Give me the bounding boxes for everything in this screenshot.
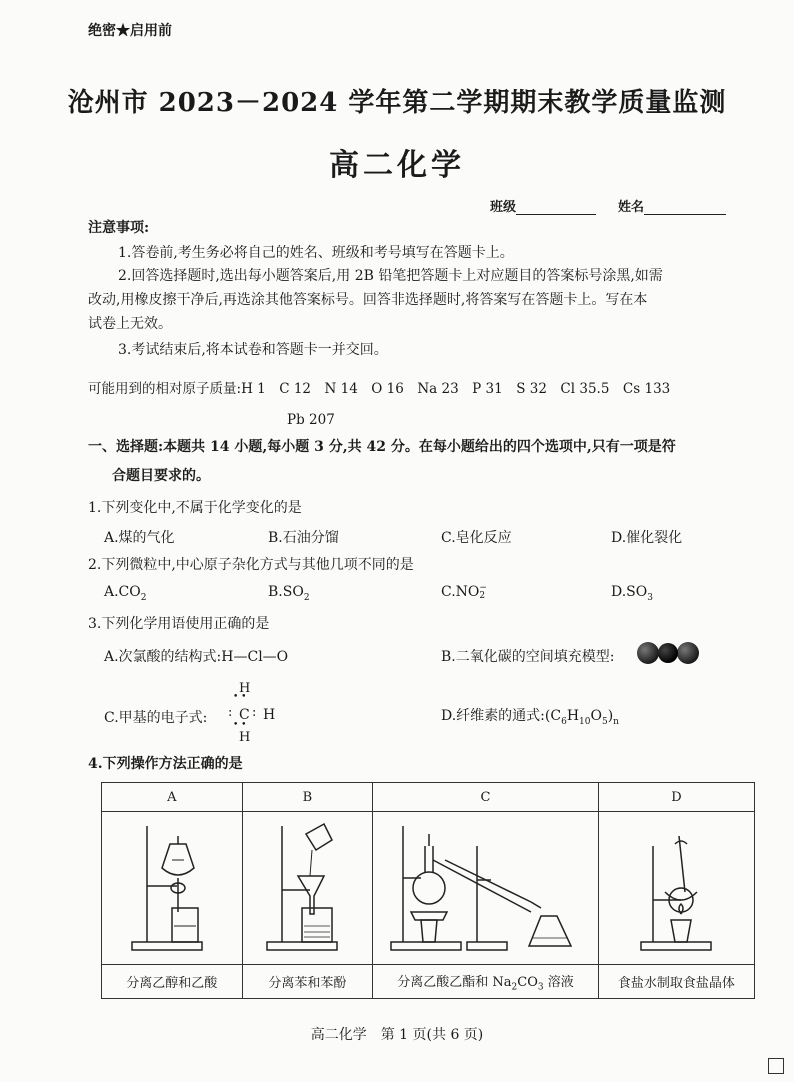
filtration-apparatus-icon — [252, 816, 362, 956]
q4-option-c-diagram[interactable] — [373, 812, 599, 965]
q3-option-b[interactable]: B.二氧化碳的空间填充模型: — [441, 649, 615, 665]
q4-options-table — [101, 782, 755, 999]
q4-caption-c: 分离乙酸乙酯和 $Na_2CO_3$ 溶液 — [373, 965, 599, 999]
q4-option-b-diagram[interactable] — [242, 812, 373, 965]
atomic-masses-label: 可能用到的相对原子质量: — [88, 381, 242, 397]
q2-option-d[interactable]: $D.SO_3$ — [611, 584, 653, 603]
q1-option-d[interactable]: D.催化裂化 — [611, 530, 683, 546]
notice-heading: 注意事项: — [88, 220, 150, 236]
q4-caption-b: 分离苯和苯酚 — [242, 965, 373, 999]
subject-title: 高二化学 — [329, 148, 465, 183]
q1-option-c[interactable]: C.皂化反应 — [441, 530, 512, 546]
q4-option-d-diagram[interactable] — [598, 812, 754, 965]
q3-option-d[interactable]: D.纤维素的通式$:(C_6H_{10}O_5)_n$ — [441, 708, 619, 727]
atomic-masses-line2: Pb 207 — [287, 412, 335, 428]
q1-stem: 1.下列变化中,不属于化学变化的是 — [88, 500, 302, 516]
notice-item: 3.考试结束后,将本试卷和答题卡一并交回。 — [118, 342, 388, 358]
name-field — [618, 196, 726, 215]
atomic-masses-line1: H 1 C 12 N 14 O 16 Na 23 P 31 S 32 Cl 35.5 Cs 133 — [241, 381, 671, 397]
q4-caption-a: 分离乙醇和乙酸 — [102, 965, 243, 999]
class-label: 班级 — [490, 200, 517, 215]
page-footer: 高二化学 第 1 页(共 6 页) — [310, 1027, 484, 1043]
q2-stem: 2.下列微粒中,中心原子杂化方式与其他几项不同的是 — [88, 557, 414, 573]
notice-item: 试卷上无效。 — [88, 316, 172, 332]
notice-item: 1.答卷前,考生务必将自己的姓名、班级和考号填写在答题卡上。 — [118, 245, 514, 261]
q3-c-h-right: H — [263, 707, 276, 723]
q4-header-c: C — [373, 783, 599, 812]
q4-header-a: A — [102, 783, 243, 812]
separatory-funnel-apparatus-icon — [112, 816, 232, 956]
notice-item: 2.回答选择题时,选出每小题答案后,用 2B 铅笔把答题卡上对应题目的答案标号涂黑,如需 — [118, 268, 663, 284]
q4-stem: 4.下列操作方法正确的是 — [88, 756, 243, 772]
q1-option-b[interactable]: B.石油分馏 — [268, 530, 339, 546]
q2-option-c[interactable]: C.NO− 2 — [441, 583, 487, 601]
q2-option-a[interactable]: $A.CO_2$ — [104, 584, 147, 603]
q3-stem: 3.下列化学用语使用正确的是 — [88, 616, 270, 632]
q4-header-b: B — [242, 783, 373, 812]
evaporation-apparatus-icon — [621, 816, 731, 956]
secret-label: 绝密★启用前 — [88, 23, 172, 39]
q3-c-dots-left: : — [228, 705, 233, 720]
q3-option-c-label[interactable]: C.甲基的电子式: — [104, 710, 208, 726]
q3-c-h-top: H — [239, 681, 251, 696]
q4-header-d: D — [598, 783, 754, 812]
class-blank[interactable] — [516, 200, 596, 215]
qr-code-icon — [768, 1058, 784, 1074]
co2-space-filling-model-icon — [633, 640, 703, 666]
q1-option-a[interactable]: A.煤的气化 — [104, 530, 175, 546]
q3-c-center: C — [239, 707, 250, 723]
exam-title: 沧州市 2023－2024 学年第二学期期末教学质量监测 — [67, 88, 727, 118]
name-label: 姓名 — [618, 200, 645, 215]
atomic-masses — [88, 377, 670, 402]
q4-caption-d: 食盐水制取食盐晶体 — [598, 965, 754, 999]
q3-c-dots-bottom: • • — [233, 720, 247, 730]
q4-option-a-diagram[interactable] — [102, 812, 243, 965]
section1-heading: 一、选择题:本题共 14 小题,每小题 3 分,共 42 分。在每小题给出的四个选项中,只有一项是符 — [88, 439, 676, 455]
q2-option-b[interactable]: $B.SO_2$ — [268, 584, 310, 603]
q3-option-a[interactable]: A.次氯酸的结构式:H—Cl—O — [104, 649, 289, 665]
q3-c-dots-right: : — [252, 705, 257, 720]
class-field — [490, 196, 596, 215]
section1-heading-cont: 合题目要求的。 — [112, 468, 210, 484]
distillation-apparatus-icon — [381, 816, 591, 956]
q3-c-dots-top: • • — [233, 692, 247, 702]
name-blank[interactable] — [644, 200, 726, 215]
q3-c-h-bottom: H — [239, 730, 251, 745]
notice-item: 改动,用橡皮擦干净后,再选涂其他答案标号。回答非选择题时,将答案写在答题卡上。写在本 — [88, 292, 648, 308]
